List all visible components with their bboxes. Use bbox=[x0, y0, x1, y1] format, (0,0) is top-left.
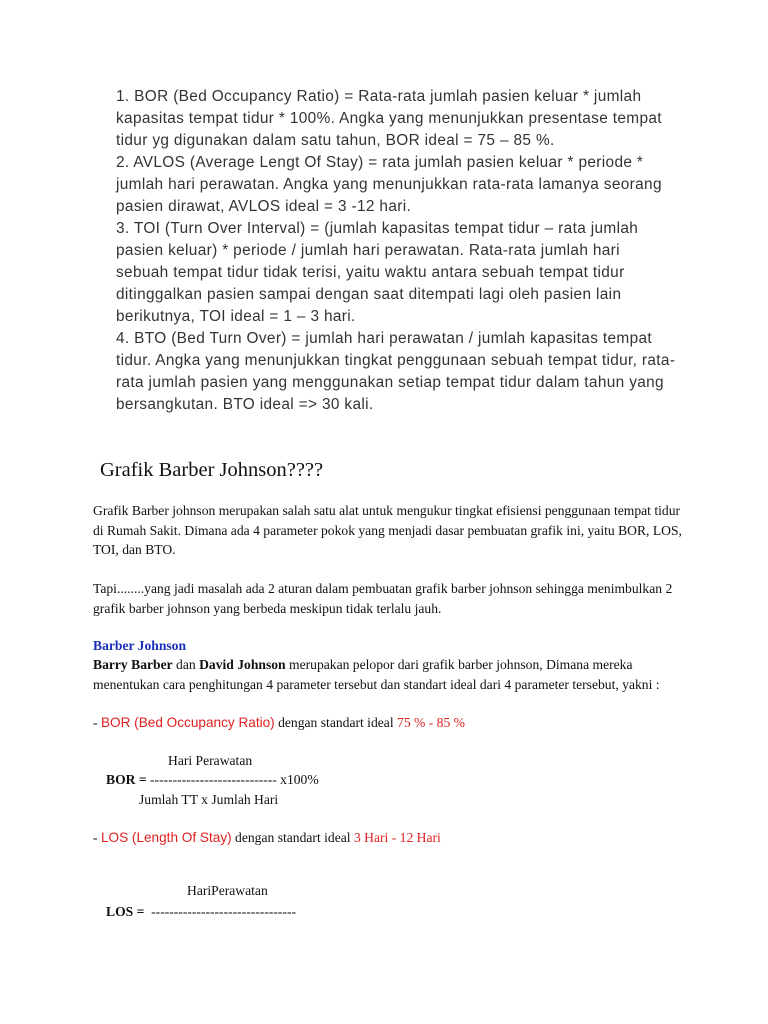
pioneers-text: merupakan pelopor dari grafik barber johnson, Dimana mereka menentukan cara penghitungan 4 parameter tersebut dan standart ideal dari 4 parameter tersebut, yakni : bbox=[93, 657, 660, 692]
los-formula-label: LOS = bbox=[106, 904, 148, 919]
name-david-johnson: David Johnson bbox=[199, 657, 286, 672]
los-term: LOS (Length Of Stay) bbox=[100, 830, 232, 845]
parameter-definition-list bbox=[116, 86, 676, 416]
bor-fraction-bar: ---------------------------- x100% bbox=[150, 772, 319, 787]
bor-term: BOR (Bed Occupancy Ratio) bbox=[100, 715, 275, 730]
los-fraction-bar: -------------------------------- bbox=[147, 904, 297, 919]
pioneers-paragraph bbox=[93, 655, 693, 694]
section-heading: Grafik Barber Johnson???? bbox=[100, 459, 324, 481]
bor-range: 75 % - 85 % bbox=[397, 715, 465, 730]
los-formula-line bbox=[106, 902, 296, 921]
problem-paragraph: Tapi........yang jadi masalah ada 2 aturan dalam pembuatan grafik barber johnson sehingga menimbulkan 2 grafik barber johnson yang berbeda meskipun tidak terlalu jauh. bbox=[93, 581, 673, 616]
list-item-bto: 4. BTO (Bed Turn Over) = jumlah hari perawatan / jumlah kapasitas tempat tidur. Angka yang menunjukkan tingkat penggunaan sebuah tempat tidur, rata-rata jumlah pasien yang menggunakan setiap tempat tidur dalam tahun yang bersangkutan. BTO ideal => 30 kali. bbox=[116, 330, 676, 413]
intro-paragraph: Grafik Barber johnson merupakan salah satu alat untuk mengukur tingkat efisiensi penggunaan tempat tidur di Rumah Sakit. Dimana ada 4 parameter pokok yang menjadi dasar pembuatan grafik ini, yaitu BOR, LOS, TOI, dan BTO. bbox=[93, 503, 682, 558]
conjunction: dan bbox=[172, 657, 200, 672]
los-mid-text: dengan standart ideal bbox=[231, 830, 354, 845]
bor-mid-text: dengan standart ideal bbox=[274, 715, 398, 730]
list-item-bor: 1. BOR (Bed Occupancy Ratio) = Rata-rata jumlah pasien keluar * jumlah kapasitas tempat tidur * 100%. Angka yang menunjukkan presentase tempat tidur yg digunakan dalam satu tahun, BOR ideal = 75 – 85 %. bbox=[116, 88, 662, 149]
bor-numerator: Hari Perawatan bbox=[168, 753, 253, 768]
bor-formula-label: BOR = bbox=[106, 772, 151, 787]
los-dash: - bbox=[93, 830, 101, 845]
bor-denominator: Jumlah TT x Jumlah Hari bbox=[139, 792, 279, 807]
bor-dash: - bbox=[93, 715, 101, 730]
name-barry-barber: Barry Barber bbox=[93, 657, 173, 672]
los-numerator: HariPerawatan bbox=[187, 883, 268, 898]
bor-standard-line bbox=[93, 713, 693, 733]
list-item-toi: 3. TOI (Turn Over Interval) = (jumlah kapasitas tempat tidur – rata jumlah pasien keluar) * periode / jumlah hari perawatan. Rata-rata jumlah hari sebuah tempat tidur tidak terisi, yaitu waktu antara sebuah tempat tidur ditinggalkan pasien sampai dengan saat ditempati lagi oleh pasien lain berikutnya, TOI ideal = 1 – 3 hari. bbox=[116, 220, 639, 325]
list-item-avlos: 2. AVLOS (Average Lengt Of Stay) = rata jumlah pasien keluar * periode * jumlah hari perawatan. Angka yang menunjukkan rata-rata lamanya seorang pasien dirawat, AVLOS ideal = 3 -12 hari. bbox=[116, 154, 662, 215]
subheading-text: Barber Johnson bbox=[93, 638, 187, 653]
barber-johnson-subheading bbox=[93, 636, 693, 656]
los-standard-line bbox=[93, 828, 693, 848]
los-range: 3 Hari - 12 Hari bbox=[353, 830, 441, 845]
bor-formula-line bbox=[106, 770, 319, 789]
